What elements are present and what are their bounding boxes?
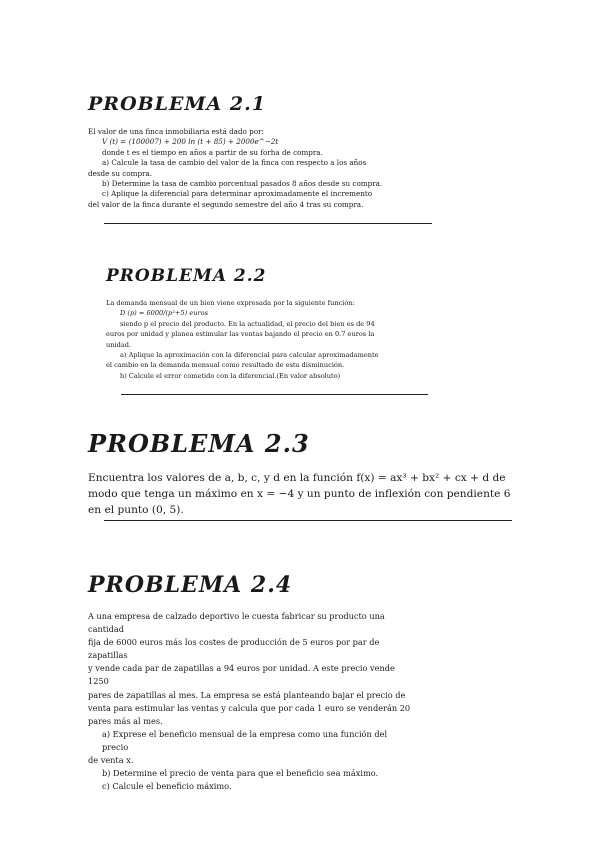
problem-title: PROBLEMA 2.4 — [88, 572, 293, 598]
problem-2-1 — [88, 95, 433, 210]
section-divider — [104, 520, 512, 521]
formula-line: D (p) = 6000/(p²+5) euros — [120, 309, 208, 318]
statement-line: en el punto (0, 5). — [88, 504, 184, 516]
question-line: de venta x. — [88, 755, 134, 766]
formula-line: V (t) = (100007) + 200 ln (t + 85) + 2000e^−2t — [102, 137, 279, 147]
question-line: desde su compra. — [88, 168, 153, 178]
problem-2-2 — [106, 268, 428, 381]
question-line: b) Determine el precio de venta para que el beneficio sea máximo. — [102, 768, 379, 779]
problem-body — [88, 610, 414, 793]
question-line: b) Calcule el error cometido con la diferencial.(En valor absoluto) — [120, 371, 341, 380]
problem-2-4 — [88, 574, 414, 793]
problem-title: PROBLEMA 2.3 — [88, 429, 310, 458]
problem-body — [88, 127, 433, 210]
statement-line: siendo p el precio del producto. En la actualidad, el precio del bien es de 94 — [120, 319, 375, 328]
question-line: b) Determine la tasa de cambio porcentual pasados 8 años desde su compra. — [102, 179, 383, 189]
statement-line: A una empresa de calzado deportivo le cuesta fabricar su producto una cantidad — [88, 611, 385, 635]
statement-line: modo que tenga un máximo en x = −4 y un punto de inflexión con pendiente 6 — [88, 488, 511, 500]
statement-line: y vende cada par de zapatillas a 94 euros por unidad. A este precio vende 1250 — [88, 663, 395, 687]
question-line: a) Exprese el beneficio mensual de la empresa como una función del precio — [102, 728, 388, 752]
question-line: a) Aplique la aproximación con la diferencial para calcular aproximadamente — [120, 351, 379, 360]
statement-line: El valor de una finca inmobiliaria está dado por: — [88, 127, 264, 136]
question-line: del valor de la finca durante el segundo semestre del año 4 tras su compra. — [88, 199, 364, 209]
problem-body — [88, 470, 512, 518]
question-line: a) Calcule la tasa de cambio del valor de la finca con respecto a los años — [102, 158, 367, 168]
statement-line: La demanda mensual de un bien viene expresada por la siguiente función: — [106, 299, 355, 307]
section-divider — [104, 223, 432, 224]
statement-line: donde t es el tiempo en años a partir de su forha de compra. — [102, 147, 323, 157]
statement-line: fija de 6000 euros más los costes de producción de 5 euros por par de zapatillas — [88, 637, 380, 661]
problem-body — [106, 298, 428, 381]
section-divider — [121, 394, 428, 395]
statement-line: pares de zapatillas al mes. La empresa se está planteando bajar el precio de — [88, 689, 406, 700]
question-line: el cambio en la demanda mensual como resultado de esta disminución. — [106, 361, 345, 370]
statement-line: euros por unidad y planea estimular las ventas bajando el precio en 0.7 euros la — [106, 330, 375, 339]
statement-line: pares más al mes. — [88, 715, 163, 726]
statement-line: Encuentra los valores de a, b, c, y d en la función f(x) = ax³ + bx² + cx + d de — [88, 472, 506, 484]
problem-title: PROBLEMA 2.2 — [106, 266, 267, 286]
statement-line: unidad. — [106, 340, 132, 349]
question-line: c) Aplique la diferencial para determinar aproximadamente el incremento — [102, 189, 373, 199]
problem-2-3 — [88, 429, 512, 518]
problem-title: PROBLEMA 2.1 — [88, 93, 266, 115]
question-line: c) Calcule el beneficio máximo. — [102, 781, 232, 792]
statement-line: venta para estimular las ventas y calcula que por cada 1 euro se venderán 20 — [88, 702, 411, 713]
